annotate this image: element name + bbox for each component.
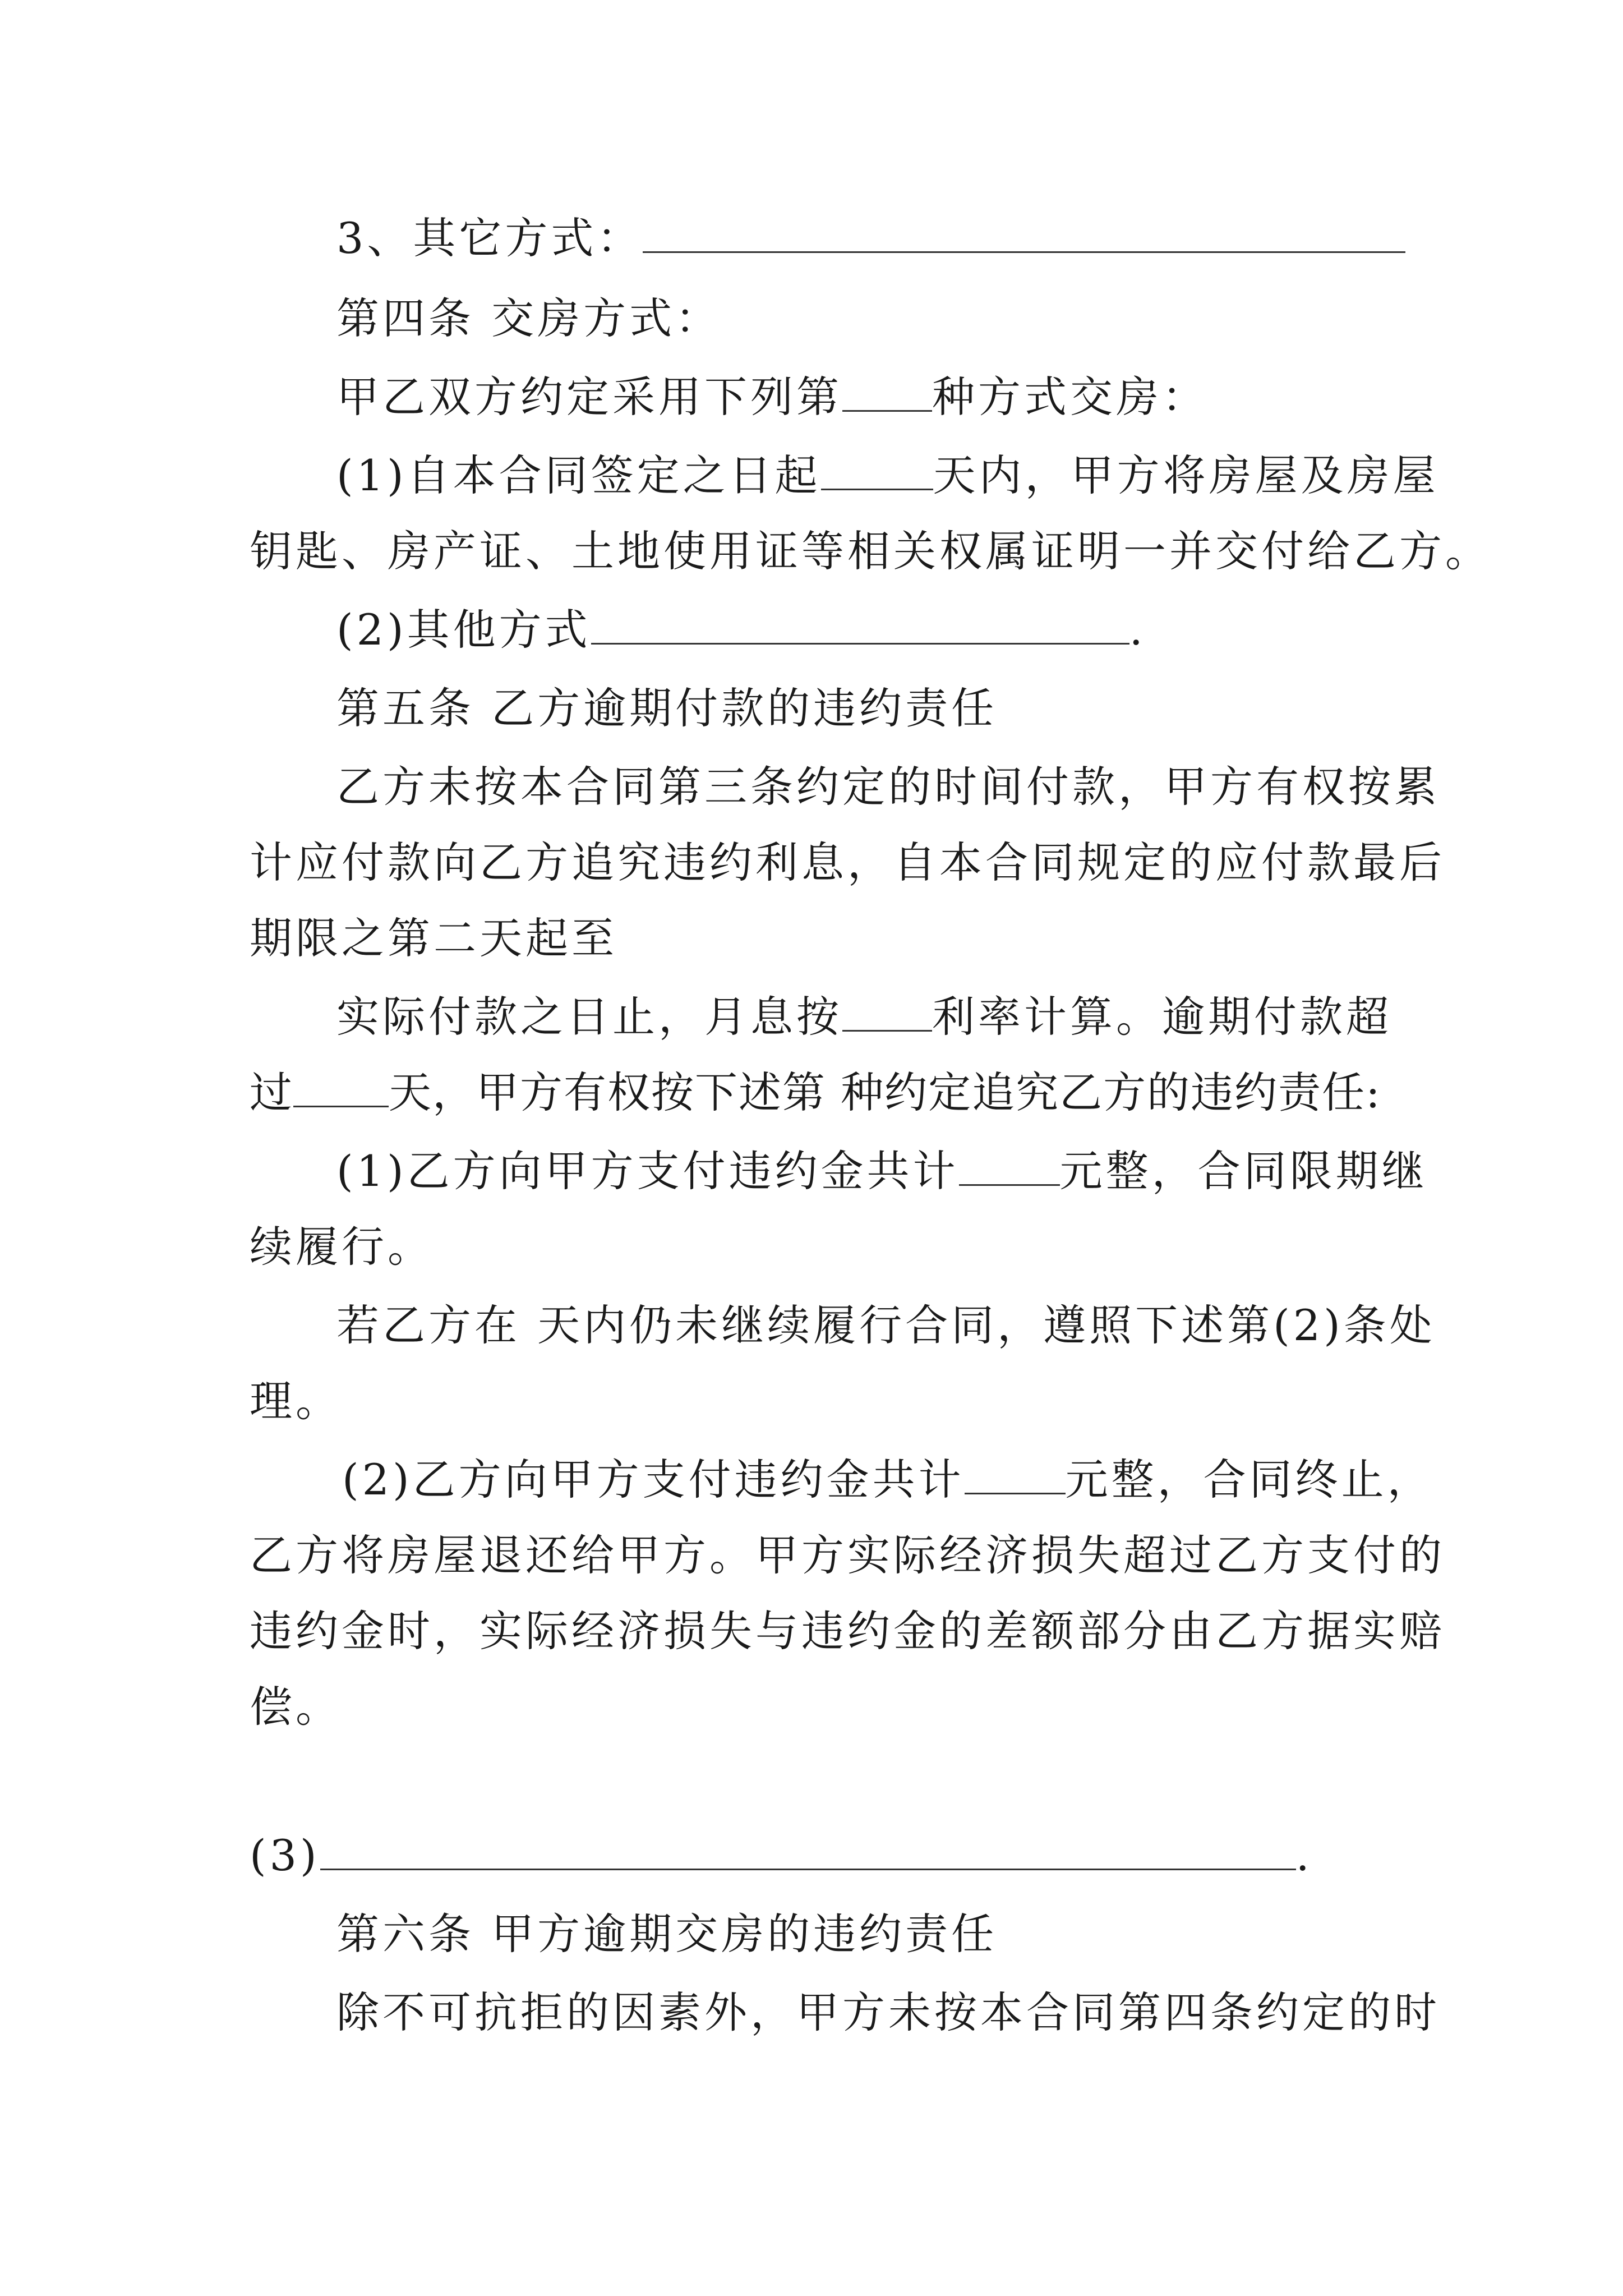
text-segment: 天，甲方有权按下述第 种约定追究乙方的违约责任: [389,1068,1381,1117]
paragraph-line [250,1373,342,1429]
paragraph-line [336,210,1405,266]
text-segment: 天内，甲方将房屋及房屋 [933,450,1439,500]
fill-blank [320,1829,1296,1870]
paragraph-line [250,1065,1381,1121]
paragraph-line [336,602,1146,658]
fill-blank [842,991,932,1032]
text-segment: (1)自本合同签定之日起 [336,450,821,500]
paragraph-line [250,1219,434,1275]
paragraph-line [250,1603,1445,1659]
fill-blank [293,1066,389,1107]
text-segment: 理。 [250,1376,342,1426]
article-heading [336,291,721,347]
text-segment: 3、其它方式： [336,213,643,263]
text-segment: 钥匙、房产证、土地使用证等相关权属证明一并交付给乙方。 [250,526,1491,576]
text-segment: 过 [250,1068,293,1117]
fill-blank [591,604,1129,645]
text-segment: 元整，合同终止， [1065,1455,1433,1504]
paragraph-line [342,1452,1433,1508]
paragraph-line [336,989,1392,1045]
paragraph-line [336,759,1440,815]
text-segment: 乙方未按本合同第三条约定的时间付款，甲方有权按累 [336,762,1440,812]
text-segment: 计应付款向乙方追究违约利息，自本合同规定的应付款最后 [250,838,1445,887]
article-heading [336,1906,997,1962]
text-segment: (1)乙方向甲方支付违约金共计 [336,1146,959,1196]
text-segment: 第六条 甲方逾期交房的违约责任 [336,1909,998,1959]
text-segment: . [1129,605,1146,655]
fill-blank [959,1145,1060,1186]
text-segment: (2)乙方向甲方支付违约金共计 [342,1455,965,1504]
fill-blank [643,212,1405,253]
text-segment: 种方式交房： [932,372,1208,422]
fill-blank [842,371,932,412]
fill-blank [821,449,933,490]
text-segment: 乙方将房屋退还给甲方。甲方实际经济损失超过乙方支付的 [250,1530,1445,1580]
fill-blank [965,1453,1066,1494]
paragraph-line [250,910,617,967]
paragraph-line [250,1527,1445,1584]
paragraph-line [250,1679,342,1735]
paragraph-line [336,1297,1436,1354]
paragraph-line [336,1143,1428,1199]
text-segment: 除不可抗拒的因素外，甲方未按本合同第四条约定的时 [336,1987,1440,2037]
text-segment: 利率计算。逾期付款超 [932,992,1392,1042]
paragraph-line [336,1985,1440,2041]
text-segment: 续履行。 [250,1222,434,1272]
text-segment: . [1295,1830,1313,1880]
text-segment: 甲乙双方约定采用下列第 [336,372,842,422]
text-segment: (2)其他方式 [336,605,591,655]
article-heading [336,680,997,737]
paragraph-line [250,835,1445,891]
paragraph-line [250,1828,1313,1884]
text-segment: 偿。 [250,1682,342,1732]
text-segment: 实际付款之日止，月息按 [336,992,842,1042]
text-segment: (3) [250,1830,320,1880]
text-segment: 若乙方在 天内仍未继续履行合同，遵照下述第(2)条处 [336,1300,1436,1350]
text-segment: 第五条 乙方逾期付款的违约责任 [336,683,998,733]
text-segment: 违约金时，实际经济损失与违约金的差额部分由乙方据实赔 [250,1606,1445,1656]
text-segment: 第四条 交房方式： [336,293,722,343]
paragraph-line [336,369,1208,425]
paragraph-line [336,448,1439,504]
text-segment: 期限之第二天起至 [250,913,617,963]
text-segment: 元整，合同限期继 [1059,1146,1428,1196]
paragraph-line [250,523,1491,579]
